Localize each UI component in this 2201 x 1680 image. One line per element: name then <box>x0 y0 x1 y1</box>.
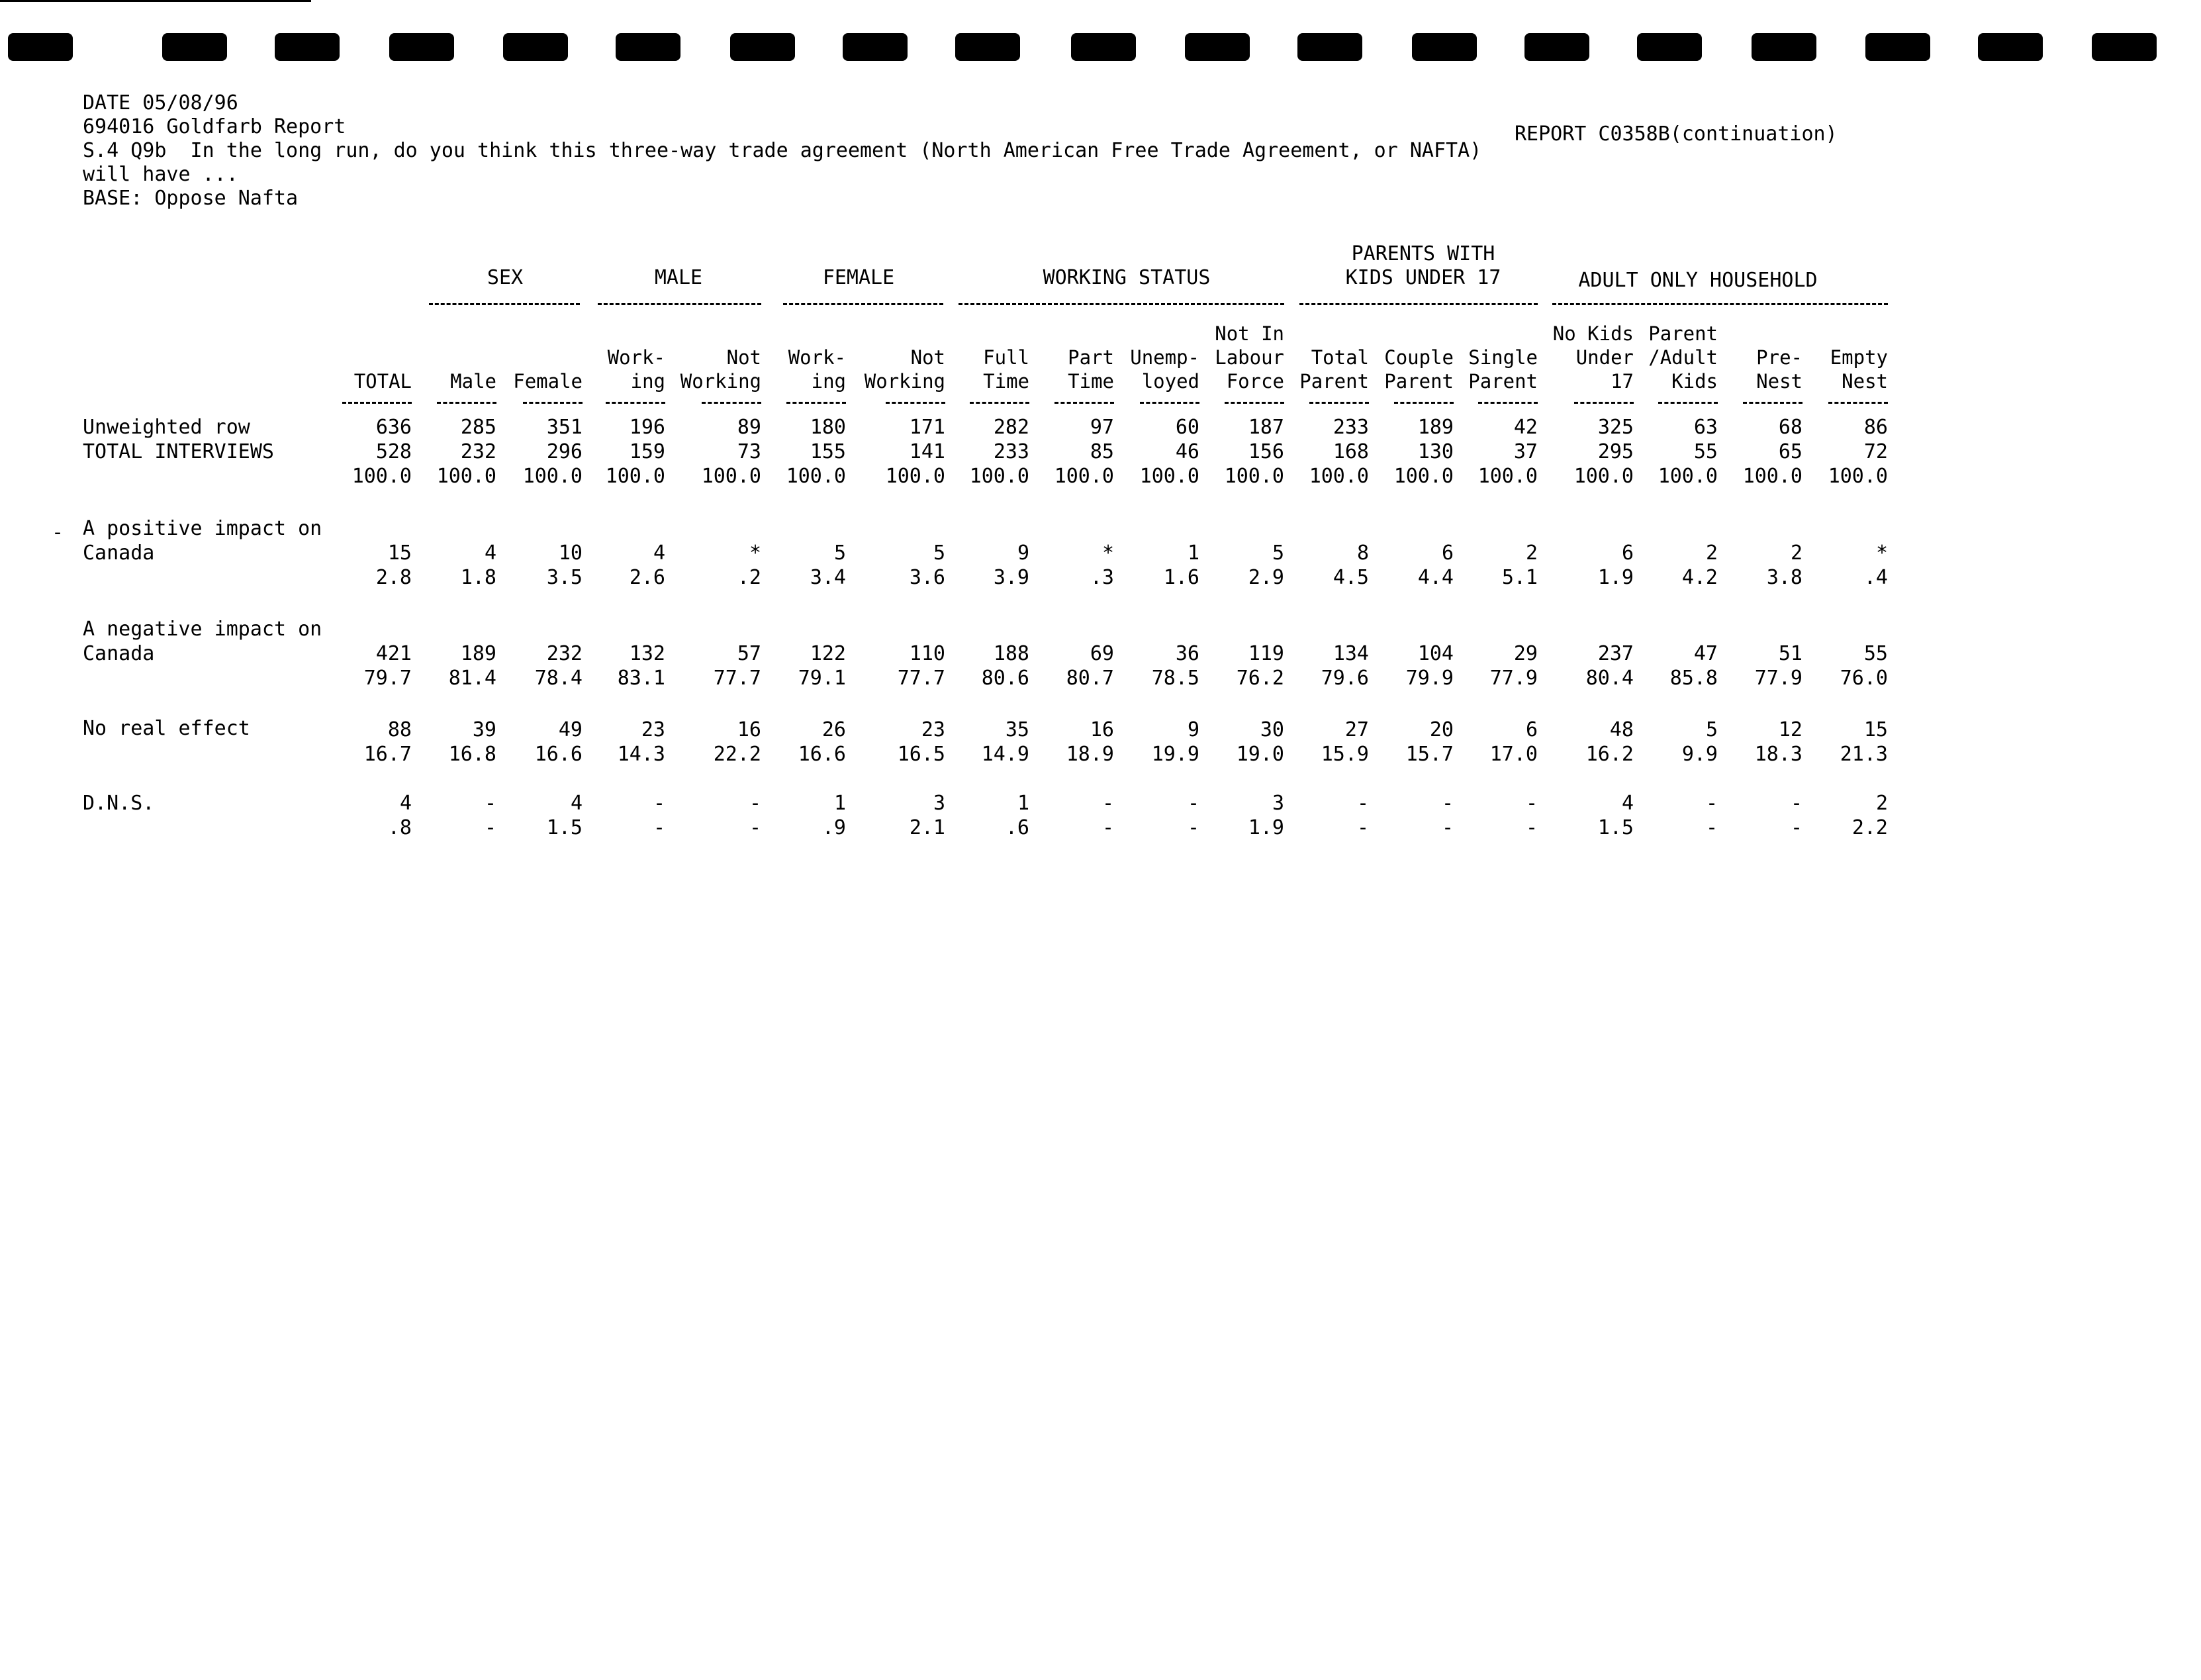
table-cell: 100.0 <box>1477 465 1538 488</box>
column-heading: Unemp- loyed <box>1130 346 1199 393</box>
table-cell: 122 <box>810 642 846 665</box>
table-cell: - <box>749 792 761 815</box>
column-heading: TOTAL <box>353 370 412 393</box>
table-cell: - <box>653 792 665 815</box>
table-cell: - <box>1356 816 1369 839</box>
table-cell: 100.0 <box>701 465 761 488</box>
column-heading: Part Time <box>1068 346 1114 393</box>
feed-hole <box>955 33 1020 61</box>
column-underline <box>437 402 496 404</box>
column-heading: Total Parent <box>1299 346 1369 393</box>
table-cell: 78.4 <box>534 667 583 690</box>
table-cell: 16 <box>1090 718 1114 741</box>
table-cell: 285 <box>460 416 496 439</box>
feed-hole <box>1865 33 1930 61</box>
table-cell: 35 <box>1005 718 1029 741</box>
table-cell: - <box>1441 792 1454 815</box>
column-underline <box>1309 402 1369 404</box>
table-cell: 4 <box>570 792 583 815</box>
table-cell: - <box>484 792 496 815</box>
table-cell: 232 <box>460 440 496 463</box>
table-cell: * <box>1101 541 1114 565</box>
table-cell: 104 <box>1417 642 1454 665</box>
table-cell: 3 <box>1272 792 1284 815</box>
column-underline <box>1054 402 1114 404</box>
table-cell: 110 <box>909 642 945 665</box>
table-cell: .3 <box>1090 566 1114 589</box>
table-cell: 12 <box>1778 718 1803 741</box>
column-underline <box>1743 402 1803 404</box>
table-cell: 51 <box>1778 642 1803 665</box>
table-cell: 4 <box>653 541 665 565</box>
feed-hole <box>1752 33 1816 61</box>
column-underline <box>1658 402 1718 404</box>
table-cell: 29 <box>1513 642 1538 665</box>
table-cell: 100.0 <box>351 465 412 488</box>
table-cell: 5 <box>1705 718 1718 741</box>
column-heading: Not In Labour Force <box>1215 322 1284 393</box>
table-cell: 10 <box>558 541 583 565</box>
table-cell: 119 <box>1248 642 1284 665</box>
table-cell: 421 <box>375 642 412 665</box>
table-cell: 77.9 <box>1754 667 1803 690</box>
table-cell: 20 <box>1429 718 1454 741</box>
table-cell: 2.8 <box>375 566 412 589</box>
column-underline <box>342 402 412 404</box>
table-cell: 1.5 <box>1597 816 1634 839</box>
table-cell: 295 <box>1597 440 1634 463</box>
feed-hole <box>2092 33 2157 61</box>
table-cell: 100.0 <box>1742 465 1803 488</box>
table-cell: 30 <box>1260 718 1284 741</box>
feed-hole <box>1185 33 1250 61</box>
table-cell: 1.8 <box>460 566 496 589</box>
table-cell: 528 <box>375 440 412 463</box>
table-cell: 77.9 <box>1489 667 1538 690</box>
table-cell: 9 <box>1187 718 1199 741</box>
column-underline <box>1478 402 1538 404</box>
table-cell: 55 <box>1693 440 1718 463</box>
table-cell: 233 <box>1333 416 1369 439</box>
table-cell: 8 <box>1356 541 1369 565</box>
feed-hole <box>8 33 73 61</box>
table-cell: 5 <box>833 541 846 565</box>
table-cell: 63 <box>1693 416 1718 439</box>
table-cell: 16.8 <box>448 743 496 766</box>
column-underline <box>606 402 665 404</box>
table-cell: - <box>1101 792 1114 815</box>
table-cell: 85 <box>1090 440 1114 463</box>
table-cell: 5.1 <box>1501 566 1538 589</box>
table-cell: - <box>1356 792 1369 815</box>
table-cell: 155 <box>810 440 846 463</box>
table-cell: 14.9 <box>981 743 1029 766</box>
table-cell: 3.9 <box>993 566 1029 589</box>
banner-divider <box>783 303 943 305</box>
table-cell: - <box>1525 792 1538 815</box>
table-cell: 3 <box>933 792 945 815</box>
question-line-1: S.4 Q9b In the long run, do you think this three-way trade agreement (North American Free Trade Agreement, or NAFTA) <box>83 139 1482 162</box>
table-cell: 2.9 <box>1248 566 1284 589</box>
row-label: A negative impact on Canada <box>83 618 322 665</box>
feed-hole <box>616 33 680 61</box>
table-cell: 57 <box>737 642 761 665</box>
table-cell: 27 <box>1344 718 1369 741</box>
table-cell: - <box>1187 792 1199 815</box>
table-cell: 4.2 <box>1681 566 1718 589</box>
table-cell: * <box>749 541 761 565</box>
table-cell: 3.4 <box>810 566 846 589</box>
base-line: BASE: Oppose Nafta <box>83 187 299 210</box>
table-cell: 77.7 <box>713 667 761 690</box>
banner-group: ADULT ONLY HOUSEHOLD <box>1578 269 1818 292</box>
table-cell: .8 <box>387 816 412 839</box>
table-cell: 171 <box>909 416 945 439</box>
table-cell: 1 <box>1017 792 1029 815</box>
banner-group: SEX <box>487 266 524 289</box>
table-cell: 156 <box>1248 440 1284 463</box>
table-cell: 78.5 <box>1151 667 1199 690</box>
banner-group: PARENTS WITH KIDS UNDER 17 <box>1345 242 1501 289</box>
table-cell: 100.0 <box>1139 465 1199 488</box>
table-cell: 79.1 <box>798 667 846 690</box>
feed-hole <box>1297 33 1362 61</box>
table-cell: 100.0 <box>969 465 1029 488</box>
column-heading: Parent /Adult Kids <box>1648 322 1718 393</box>
table-cell: 282 <box>993 416 1029 439</box>
table-cell: 26 <box>821 718 846 741</box>
table-cell: 47 <box>1693 642 1718 665</box>
feed-hole <box>1412 33 1477 61</box>
table-cell: 3.8 <box>1766 566 1803 589</box>
table-cell: 15.7 <box>1405 743 1454 766</box>
table-cell: 1 <box>833 792 846 815</box>
table-cell: 46 <box>1175 440 1199 463</box>
table-cell: 86 <box>1863 416 1888 439</box>
column-underline <box>1225 402 1284 404</box>
feed-hole <box>1637 33 1702 61</box>
column-underline <box>786 402 846 404</box>
table-cell: - <box>653 816 665 839</box>
column-heading: Work- ing <box>788 346 846 393</box>
table-cell: 76.2 <box>1236 667 1284 690</box>
table-cell: 16.5 <box>897 743 945 766</box>
table-cell: 325 <box>1597 416 1634 439</box>
table-cell: 65 <box>1778 440 1803 463</box>
table-cell: 79.6 <box>1321 667 1369 690</box>
table-cell: 14.3 <box>617 743 665 766</box>
table-cell: 85.8 <box>1669 667 1718 690</box>
feed-hole <box>275 33 340 61</box>
table-cell: 60 <box>1175 416 1199 439</box>
table-cell: 189 <box>460 642 496 665</box>
table-cell: 132 <box>629 642 665 665</box>
table-cell: 6 <box>1441 541 1454 565</box>
banner-group: MALE <box>654 266 703 289</box>
table-cell: 23 <box>921 718 945 741</box>
tractor-feed-holes <box>0 33 2201 66</box>
table-cell: 100.0 <box>885 465 945 488</box>
table-cell: 2 <box>1705 541 1718 565</box>
row-label: D.N.S. <box>83 792 155 815</box>
table-cell: 130 <box>1417 440 1454 463</box>
table-cell: 79.7 <box>363 667 412 690</box>
table-cell: 81.4 <box>448 667 496 690</box>
feed-hole <box>730 33 795 61</box>
table-cell: - <box>1187 816 1199 839</box>
column-heading: Not Working <box>864 346 945 393</box>
table-cell: 188 <box>993 642 1029 665</box>
table-cell: 4 <box>399 792 412 815</box>
table-cell: 18.9 <box>1066 743 1114 766</box>
table-cell: 4 <box>484 541 496 565</box>
table-cell: 134 <box>1333 642 1369 665</box>
table-cell: 100.0 <box>1054 465 1114 488</box>
table-cell: 6 <box>1525 718 1538 741</box>
row-label: Unweighted row TOTAL INTERVIEWS <box>83 416 274 463</box>
table-cell: 16 <box>737 718 761 741</box>
question-line-2: will have ... <box>83 163 238 186</box>
table-cell: 100.0 <box>1658 465 1718 488</box>
table-cell: 3.5 <box>546 566 583 589</box>
table-cell: 4.4 <box>1417 566 1454 589</box>
table-cell: 1.9 <box>1597 566 1634 589</box>
column-underline <box>1394 402 1454 404</box>
table-cell: 79.9 <box>1405 667 1454 690</box>
table-cell: 15 <box>387 541 412 565</box>
table-cell: 5 <box>933 541 945 565</box>
table-cell: - <box>484 816 496 839</box>
table-cell: 2 <box>1875 792 1888 815</box>
banner-divider <box>959 303 1284 305</box>
table-cell: 15.9 <box>1321 743 1369 766</box>
table-cell: 48 <box>1609 718 1634 741</box>
table-cell: - <box>1790 816 1803 839</box>
table-cell: .6 <box>1005 816 1029 839</box>
table-cell: 9 <box>1017 541 1029 565</box>
table-cell: 17.0 <box>1489 743 1538 766</box>
table-cell: .9 <box>821 816 846 839</box>
table-cell: 636 <box>375 416 412 439</box>
table-cell: 16.6 <box>798 743 846 766</box>
table-cell: 19.9 <box>1151 743 1199 766</box>
column-heading: Single Parent <box>1468 346 1538 393</box>
banner-group: FEMALE <box>822 266 895 289</box>
table-cell: 72 <box>1863 440 1888 463</box>
table-cell: 351 <box>546 416 583 439</box>
table-cell: 1.9 <box>1248 816 1284 839</box>
feed-hole <box>1071 33 1136 61</box>
table-cell: 39 <box>472 718 496 741</box>
table-cell: 6 <box>1621 541 1634 565</box>
table-cell: 21.3 <box>1840 743 1888 766</box>
table-cell: .4 <box>1863 566 1888 589</box>
row-label: No real effect <box>83 717 250 740</box>
top-edge-line <box>0 0 311 2</box>
banner-divider <box>1552 303 1888 305</box>
table-cell: 4.5 <box>1333 566 1369 589</box>
table-cell: 80.4 <box>1585 667 1634 690</box>
column-underline <box>1140 402 1199 404</box>
feed-hole <box>1524 33 1589 61</box>
feed-hole <box>389 33 454 61</box>
table-cell: 100.0 <box>436 465 496 488</box>
table-cell: 80.6 <box>981 667 1029 690</box>
table-cell: 100.0 <box>1573 465 1634 488</box>
table-cell: 100.0 <box>1224 465 1284 488</box>
feed-hole <box>843 33 908 61</box>
table-cell: .2 <box>737 566 761 589</box>
table-cell: 100.0 <box>1828 465 1888 488</box>
feed-hole <box>162 33 227 61</box>
table-cell: 89 <box>737 416 761 439</box>
table-cell: - <box>1705 816 1718 839</box>
feed-hole <box>1978 33 2043 61</box>
table-cell: 296 <box>546 440 583 463</box>
table-cell: - <box>1525 816 1538 839</box>
table-cell: 9.9 <box>1681 743 1718 766</box>
column-heading: Work- ing <box>607 346 665 393</box>
table-cell: 73 <box>737 440 761 463</box>
column-underline <box>886 402 945 404</box>
table-cell: 42 <box>1513 416 1538 439</box>
table-cell: 83.1 <box>617 667 665 690</box>
table-cell: - <box>1790 792 1803 815</box>
table-cell: 189 <box>1417 416 1454 439</box>
table-cell: 69 <box>1090 642 1114 665</box>
table-cell: 15 <box>1863 718 1888 741</box>
table-cell: 2.1 <box>909 816 945 839</box>
report-date: DATE 05/08/96 <box>83 91 238 115</box>
column-heading: Female <box>513 370 583 393</box>
table-cell: 37 <box>1513 440 1538 463</box>
table-cell: 77.7 <box>897 667 945 690</box>
table-cell: 1 <box>1187 541 1199 565</box>
report-name: 694016 Goldfarb Report <box>83 115 346 138</box>
table-cell: * <box>1875 541 1888 565</box>
report-id: REPORT C0358B(continuation) <box>1515 122 1838 146</box>
table-cell: 2.6 <box>629 566 665 589</box>
column-underline <box>970 402 1029 404</box>
table-cell: 5 <box>1272 541 1284 565</box>
column-underline <box>523 402 583 404</box>
table-cell: - <box>749 816 761 839</box>
column-heading: Empty Nest <box>1830 346 1888 393</box>
table-cell: 19.0 <box>1236 743 1284 766</box>
table-cell: 4 <box>1621 792 1634 815</box>
table-cell: 55 <box>1863 642 1888 665</box>
banner-divider <box>1299 303 1538 305</box>
table-cell: 16.6 <box>534 743 583 766</box>
table-cell: 100.0 <box>786 465 846 488</box>
column-heading: Male <box>450 370 496 393</box>
table-cell: 100.0 <box>1393 465 1454 488</box>
table-cell: 2 <box>1525 541 1538 565</box>
table-cell: 100.0 <box>522 465 583 488</box>
table-cell: 2 <box>1790 541 1803 565</box>
column-heading: Pre- Nest <box>1756 346 1803 393</box>
table-cell: 232 <box>546 642 583 665</box>
table-cell: 36 <box>1175 642 1199 665</box>
table-cell: 18.3 <box>1754 743 1803 766</box>
table-cell: 1.6 <box>1163 566 1199 589</box>
column-underline <box>1574 402 1634 404</box>
table-cell: - <box>1705 792 1718 815</box>
table-cell: 80.7 <box>1066 667 1114 690</box>
row-label: A positive impact on Canada <box>83 517 322 565</box>
column-heading: Full Time <box>983 346 1029 393</box>
table-cell: 3.6 <box>909 566 945 589</box>
column-underline <box>1828 402 1888 404</box>
feed-hole <box>503 33 568 61</box>
table-cell: 100.0 <box>605 465 665 488</box>
banner-divider <box>598 303 761 305</box>
table-cell: 49 <box>558 718 583 741</box>
column-underline <box>702 402 761 404</box>
table-cell: 68 <box>1778 416 1803 439</box>
table-cell: 180 <box>810 416 846 439</box>
table-cell: 168 <box>1333 440 1369 463</box>
margin-mark: - <box>52 521 64 544</box>
table-cell: 233 <box>993 440 1029 463</box>
table-cell: 196 <box>629 416 665 439</box>
table-cell: 88 <box>387 718 412 741</box>
column-heading: Not Working <box>680 346 761 393</box>
table-cell: 23 <box>641 718 665 741</box>
table-cell: - <box>1441 816 1454 839</box>
table-cell: 76.0 <box>1840 667 1888 690</box>
table-cell: 22.2 <box>713 743 761 766</box>
table-cell: 187 <box>1248 416 1284 439</box>
column-heading: Couple Parent <box>1384 346 1454 393</box>
table-cell: 159 <box>629 440 665 463</box>
table-cell: 1.5 <box>546 816 583 839</box>
banner-divider <box>429 303 580 305</box>
table-cell: 237 <box>1597 642 1634 665</box>
table-cell: 100.0 <box>1309 465 1369 488</box>
banner-group: WORKING STATUS <box>1043 266 1211 289</box>
column-heading: No Kids Under 17 <box>1552 322 1634 393</box>
table-cell: 16.7 <box>363 743 412 766</box>
table-cell: - <box>1101 816 1114 839</box>
table-cell: 141 <box>909 440 945 463</box>
table-cell: 97 <box>1090 416 1114 439</box>
table-cell: 16.2 <box>1585 743 1634 766</box>
table-cell: 2.2 <box>1851 816 1888 839</box>
